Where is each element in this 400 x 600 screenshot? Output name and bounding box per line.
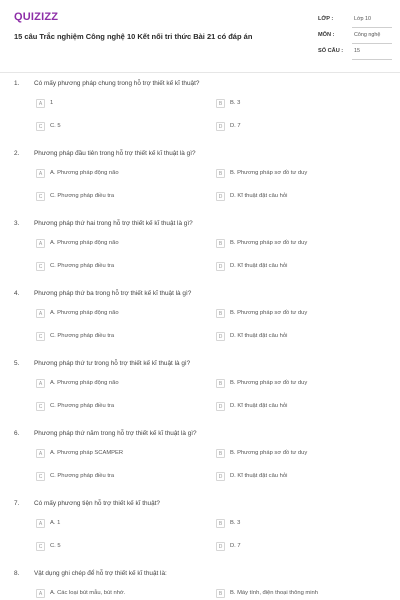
option-text: D. Kĩ thuật đặt câu hỏi xyxy=(230,473,288,479)
question-text: Phương pháp thứ tư trong hỗ trợ thiết kế kĩ thuật là gì? xyxy=(34,360,191,367)
question-5 xyxy=(0,360,400,430)
option-text: B. Phương pháp sơ đồ tư duy xyxy=(230,310,308,316)
option-b[interactable] xyxy=(216,519,386,529)
question-text: Phương pháp đầu tiên trong hỗ trợ thiết kế kĩ thuật là gì? xyxy=(34,150,196,157)
option-b[interactable] xyxy=(216,379,386,389)
option-text: C. Phương pháp điều tra xyxy=(50,193,115,199)
option-c[interactable] xyxy=(36,122,206,132)
question-text: Phương pháp thứ ba trong hỗ trợ thiết kế kĩ thuật là gì? xyxy=(34,290,192,297)
question-number: 7. xyxy=(14,500,20,507)
question-3 xyxy=(0,220,400,290)
option-letter-box: C xyxy=(36,402,45,411)
option-text: A. Phương pháp động não xyxy=(50,170,119,176)
option-text: C. Phương pháp điều tra xyxy=(50,403,115,409)
meta-class-label: LỚP : xyxy=(318,16,334,22)
question-number: 2. xyxy=(14,150,20,157)
option-letter-box: A xyxy=(36,379,45,388)
option-d[interactable] xyxy=(216,262,386,272)
option-letter-box: A xyxy=(36,239,45,248)
meta-subject-label: MÔN : xyxy=(318,32,335,38)
option-d[interactable] xyxy=(216,472,386,482)
meta-class-row xyxy=(318,14,392,30)
option-d[interactable] xyxy=(216,192,386,202)
option-letter-box: D xyxy=(216,262,225,271)
option-text: A. 1 xyxy=(50,520,61,526)
option-text: 1 xyxy=(50,100,54,106)
option-letter-box: C xyxy=(36,122,45,131)
option-text: B. Máy tính, điện thoại thông minh xyxy=(230,590,318,596)
option-a[interactable] xyxy=(36,589,206,599)
option-letter-box: B xyxy=(216,519,225,528)
option-text: D. Kĩ thuật đặt câu hỏi xyxy=(230,193,288,199)
option-letter-box: B xyxy=(216,169,225,178)
meta-count-label: SỐ CÂU : xyxy=(318,48,344,54)
option-text: B. Phương pháp sơ đồ tư duy xyxy=(230,240,308,246)
option-letter-box: D xyxy=(216,472,225,481)
option-text: D. 7 xyxy=(230,543,241,549)
option-c[interactable] xyxy=(36,332,206,342)
option-d[interactable] xyxy=(216,122,386,132)
option-letter-box: D xyxy=(216,542,225,551)
option-letter-box: C xyxy=(36,472,45,481)
option-text: C. 5 xyxy=(50,543,61,549)
option-c[interactable] xyxy=(36,472,206,482)
option-letter-box: A xyxy=(36,99,45,108)
option-d[interactable] xyxy=(216,402,386,412)
option-letter-box: A xyxy=(36,589,45,598)
option-text: C. Phương pháp điều tra xyxy=(50,333,115,339)
question-number: 8. xyxy=(14,570,20,577)
option-letter-box: D xyxy=(216,402,225,411)
option-text: A. Phương pháp động não xyxy=(50,380,119,386)
option-letter-box: B xyxy=(216,449,225,458)
question-number: 5. xyxy=(14,360,20,367)
option-letter-box: B xyxy=(216,589,225,598)
option-letter-box: B xyxy=(216,239,225,248)
question-2 xyxy=(0,150,400,220)
question-number: 3. xyxy=(14,220,20,227)
option-text: C. Phương pháp điều tra xyxy=(50,473,115,479)
option-text: B. Phương pháp sơ đồ tư duy xyxy=(230,380,308,386)
option-a[interactable] xyxy=(36,449,206,459)
option-letter-box: C xyxy=(36,332,45,341)
question-4 xyxy=(0,290,400,360)
meta-count-line xyxy=(352,59,392,60)
meta-subject-row xyxy=(318,30,392,46)
option-b[interactable] xyxy=(216,589,386,599)
option-letter-box: C xyxy=(36,192,45,201)
option-d[interactable] xyxy=(216,332,386,342)
option-text: D. Kĩ thuật đặt câu hỏi xyxy=(230,403,288,409)
option-letter-box: D xyxy=(216,332,225,341)
option-c[interactable] xyxy=(36,542,206,552)
option-text: B. Phương pháp sơ đồ tư duy xyxy=(230,170,308,176)
option-letter-box: A xyxy=(36,519,45,528)
option-letter-box: C xyxy=(36,262,45,271)
option-letter-box: A xyxy=(36,309,45,318)
option-text: B. 3 xyxy=(230,100,241,106)
meta-count-value: 15 xyxy=(354,48,360,54)
option-a[interactable] xyxy=(36,519,206,529)
option-letter-box: C xyxy=(36,542,45,551)
option-text: A. Phương pháp động não xyxy=(50,240,119,246)
option-d[interactable] xyxy=(216,542,386,552)
worksheet-title: 15 câu Trắc nghiệm Công nghệ 10 Kết nối tri thức Bài 21 có đáp án xyxy=(14,32,253,41)
question-6 xyxy=(0,430,400,500)
question-text: Có mấy phương pháp chung trong hỗ trợ thiết kế kĩ thuật? xyxy=(34,80,200,87)
option-a[interactable] xyxy=(36,379,206,389)
meta-count-row xyxy=(318,46,392,62)
option-c[interactable] xyxy=(36,262,206,272)
option-b[interactable] xyxy=(216,309,386,319)
option-a[interactable] xyxy=(36,239,206,249)
option-a[interactable] xyxy=(36,309,206,319)
option-c[interactable] xyxy=(36,402,206,412)
option-letter-box: B xyxy=(216,379,225,388)
question-list xyxy=(0,80,400,600)
option-b[interactable] xyxy=(216,239,386,249)
question-text: Có mấy phương tiện hỗ trợ thiết kế kĩ thuật? xyxy=(34,500,160,507)
question-1 xyxy=(0,80,400,150)
option-b[interactable] xyxy=(216,449,386,459)
question-text: Vật dụng ghi chép để hỗ trợ thiết kế kĩ thuật là: xyxy=(34,570,167,577)
option-text: B. Phương pháp sơ đồ tư duy xyxy=(230,450,308,456)
option-text: D. 7 xyxy=(230,123,241,129)
meta-class-value: Lớp 10 xyxy=(354,16,372,22)
option-text: C. 5 xyxy=(50,123,61,129)
option-b[interactable] xyxy=(216,169,386,179)
question-text: Phương pháp thứ hai trong hỗ trợ thiết kế kĩ thuật là gì? xyxy=(34,220,193,227)
option-b[interactable] xyxy=(216,99,386,109)
option-text: A. Các loại bút mẫu, bút nhớ. xyxy=(50,590,126,596)
meta-subject-line xyxy=(352,43,392,44)
option-text: B. 3 xyxy=(230,520,241,526)
option-a[interactable] xyxy=(36,169,206,179)
question-number: 6. xyxy=(14,430,20,437)
question-7 xyxy=(0,500,400,570)
option-text: A. Phương pháp SCAMPER xyxy=(50,450,124,456)
meta-class-line xyxy=(352,27,392,28)
question-number: 1. xyxy=(14,80,20,87)
option-letter-box: A xyxy=(36,449,45,458)
question-text: Phương pháp thứ năm trong hỗ trợ thiết kế kĩ thuật là gì? xyxy=(34,430,197,437)
option-letter-box: B xyxy=(216,99,225,108)
question-8 xyxy=(0,570,400,600)
option-letter-box: A xyxy=(36,169,45,178)
option-text: A. Phương pháp động não xyxy=(50,310,119,316)
option-c[interactable] xyxy=(36,192,206,202)
option-letter-box: D xyxy=(216,122,225,131)
meta-subject-value: Công nghệ xyxy=(354,32,381,38)
quizizz-logo[interactable]: QUIZIZZ xyxy=(14,11,59,23)
option-text: D. Kĩ thuật đặt câu hỏi xyxy=(230,333,288,339)
option-letter-box: D xyxy=(216,192,225,201)
option-text: D. Kĩ thuật đặt câu hỏi xyxy=(230,263,288,269)
option-text: C. Phương pháp điều tra xyxy=(50,263,115,269)
worksheet-header xyxy=(0,0,400,73)
option-letter-box: B xyxy=(216,309,225,318)
worksheet-meta xyxy=(318,14,392,62)
option-a[interactable] xyxy=(36,99,206,109)
question-number: 4. xyxy=(14,290,20,297)
